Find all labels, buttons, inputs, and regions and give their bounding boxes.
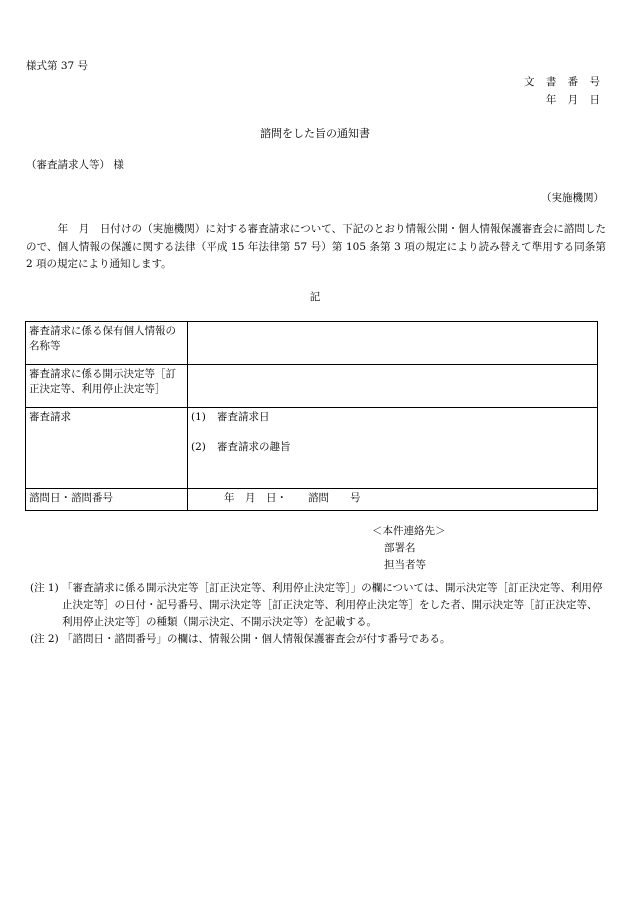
contact-person: 担当者等 bbox=[384, 559, 426, 571]
row-label-request: 審査請求 bbox=[26, 408, 188, 489]
row-value-request bbox=[188, 408, 598, 489]
note-item bbox=[30, 580, 606, 631]
table-row bbox=[26, 489, 598, 511]
note-item bbox=[30, 631, 606, 648]
item-number: (2) bbox=[191, 441, 206, 453]
contact-department: 部署名 bbox=[384, 542, 416, 554]
row-value-info-name bbox=[188, 322, 598, 365]
row-label-inquiry-date-number: 諮問日・諮問番号 bbox=[26, 489, 188, 511]
item-number: (1) bbox=[191, 411, 206, 423]
request-purpose-label: 審査請求の趣旨 bbox=[217, 441, 291, 453]
table-row bbox=[26, 365, 598, 408]
notification-table bbox=[25, 321, 598, 511]
contact-block bbox=[372, 523, 446, 574]
row-label-info-name: 審査請求に係る保有個人情報の名称等 bbox=[26, 322, 188, 365]
form-number: 様式第 37 号 bbox=[26, 60, 89, 72]
note-label: (注 2) bbox=[30, 633, 59, 645]
request-date-label: 審査請求日 bbox=[217, 411, 270, 423]
ki-heading: 記 bbox=[309, 291, 321, 303]
row-label-disclosure-decision: 審査請求に係る開示決定等［訂正決定等、利用停止決定等］ bbox=[26, 365, 188, 408]
contact-heading: ＜本件連絡先＞ bbox=[372, 525, 446, 537]
notes-section bbox=[30, 580, 606, 648]
table-row bbox=[26, 408, 598, 489]
row-value-inquiry-date-number: 年 月 日・ 諮問 号 bbox=[188, 489, 598, 511]
document-date-label: 年 月 日 bbox=[545, 94, 604, 106]
note-label: (注 1) bbox=[30, 582, 59, 594]
body-paragraph: 年 月 日付けの（実施機関）に対する審査請求について、下記のとおり情報公開・個人情報保護審査会に諮問したので、個人情報の保護に関する法律（平成 15 年法律第 57 号）第 105 条第 3 項の規定により読み替えて準用する同条第 2 項の規定により通知します。 bbox=[26, 223, 606, 270]
sender-agency: （実施機関） bbox=[541, 192, 604, 204]
note-text: 「審査請求に係る開示決定等［訂正決定等、利用停止決定等］」の欄については、開示決定等［訂正決定等、利用停止決定等］の日付・記号番号、開示決定等［訂正決定等、利用停止決定等］をした者、開示決定等［訂正決定等、利用停止決定等］の種類（開示決定、不開示決定等）を記載する。 bbox=[62, 582, 603, 628]
request-purpose-item bbox=[191, 440, 594, 455]
row-value-disclosure-decision bbox=[188, 365, 598, 408]
table-row bbox=[26, 322, 598, 365]
document-title: 諮問をした旨の通知書 bbox=[260, 127, 370, 140]
note-text: 「諮問日・諮問番号」の欄は、情報公開・個人情報保護審査会が付す番号である。 bbox=[62, 633, 451, 645]
document-number-label: 文 書 番 号 bbox=[523, 76, 604, 88]
addressee: （審査請求人等） 様 bbox=[26, 159, 124, 171]
request-date-item bbox=[191, 410, 594, 425]
